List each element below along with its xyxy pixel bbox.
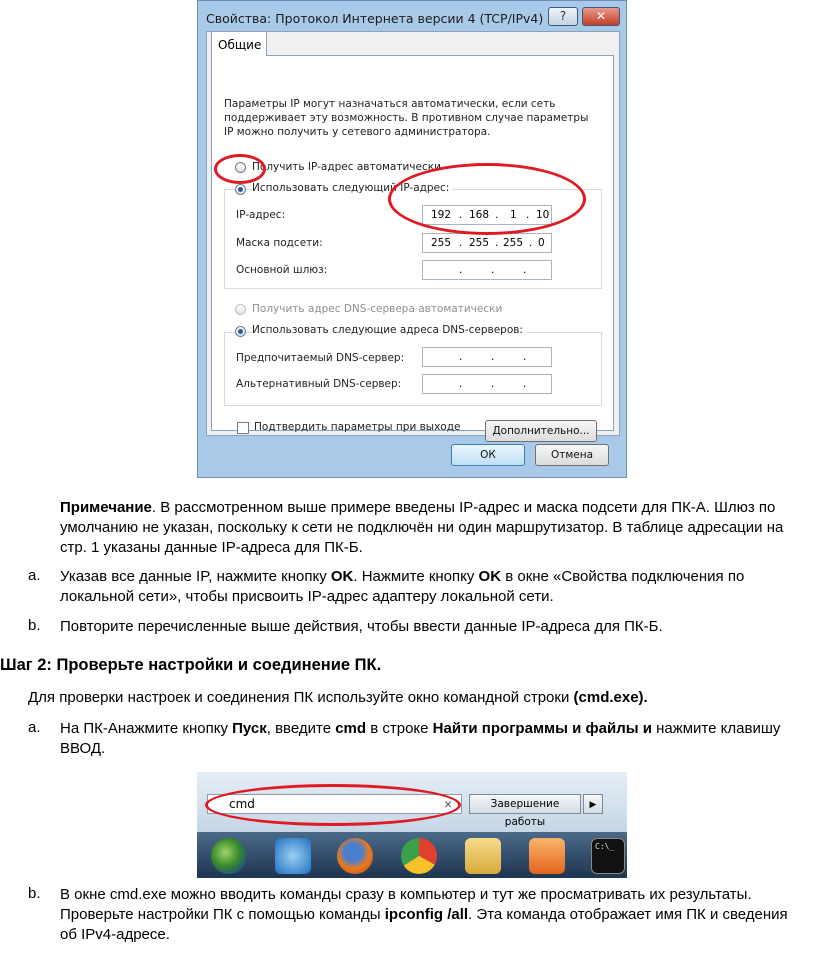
dns-preferred-field[interactable]: . . .: [422, 347, 552, 367]
dialog-panel: [206, 31, 620, 436]
note-label: Примечание: [60, 499, 152, 516]
radio-auto-dns[interactable]: [235, 304, 246, 315]
cancel-button[interactable]: Отмена: [535, 444, 609, 466]
close-icon: ✕: [595, 9, 607, 23]
step-b-marker: b.: [28, 617, 41, 634]
search-input-value: cmd: [229, 797, 255, 811]
highlight-ellipse-radio: [214, 154, 266, 184]
step2-b-text: В окне cmd.exe можно вводить команды сразу в компьютер и тут же просматривать их результаты. Проверьте настройки ПК с помощью команды ipconfig /all. Эта команда отображает имя ПК и сведения об IPv4-адресе.: [60, 886, 788, 943]
step-a-marker: a.: [28, 567, 41, 584]
radio-manual-ip-label: Использовать следующий IP-адрес:: [252, 182, 452, 194]
radio-auto-dns-label: Получить адрес DNS-сервера автоматически: [252, 303, 503, 315]
firefox-icon[interactable]: [337, 838, 373, 874]
internet-explorer-icon[interactable]: [275, 838, 311, 874]
close-button[interactable]: [582, 7, 620, 26]
note-text: . В рассмотренном выше примере введены IP-адрес и маска подсети для ПК-А. Шлюз по умолчанию не указан, поскольку к сети не подключён ни один маршрутизатор. В таблице адресации на стр. 1 указаны данные IP-адреса для ПК-Б.: [60, 499, 784, 556]
start-menu-screenshot: [197, 772, 627, 878]
shutdown-button[interactable]: Завершение работы: [469, 794, 581, 814]
radio-manual-dns-label: Использовать следующие адреса DNS-серверов:: [252, 324, 526, 336]
shutdown-options-button[interactable]: [583, 794, 603, 814]
manual-dns-group: [224, 332, 602, 406]
ip-address-field[interactable]: 192 . 168 . 1 . 10: [422, 205, 552, 225]
radio-auto-ip-label: Получить IP-адрес автоматически: [252, 161, 441, 173]
gateway-field[interactable]: . . .: [422, 260, 552, 280]
dns-preferred-label: Предпочитаемый DNS-сервер:: [236, 352, 405, 364]
media-player-icon[interactable]: [529, 838, 565, 874]
step2-b-marker: b.: [28, 885, 41, 902]
step2-intro: Для проверки настроек и соединения ПК используйте окно командной строки (cmd.exe).: [28, 689, 648, 706]
highlight-ellipse-ip: [388, 163, 586, 235]
advanced-button[interactable]: Дополнительно...: [485, 420, 597, 442]
radio-manual-dns[interactable]: [235, 326, 246, 337]
ip-label: IP-адрес:: [236, 209, 286, 221]
highlight-ellipse-search: [205, 784, 461, 826]
explorer-folder-icon[interactable]: [465, 838, 501, 874]
step2-a-text: На ПК-Анажмите кнопку Пуск, введите cmd в строке Найти программы и файлы и нажмите клавишу ВВОД.: [60, 720, 781, 757]
step2-a-marker: a.: [28, 719, 41, 736]
step-b-text: Повторите перечисленные выше действия, чтобы ввести данные IP-адреса для ПК-Б.: [60, 618, 663, 635]
ok-button[interactable]: ОК: [451, 444, 525, 466]
step-a-text: Указав все данные IP, нажмите кнопку OK. Нажмите кнопку OK в окне «Свойства подключения по локальной сети», чтобы присвоить IP-адрес адаптеру локальной сети.: [60, 568, 745, 605]
tab-general-body: [211, 55, 614, 437]
clear-icon[interactable]: ×: [444, 796, 453, 812]
dns-alternate-label: Альтернативный DNS-сервер:: [236, 378, 402, 390]
chrome-icon[interactable]: [401, 838, 437, 874]
info-text: Параметры IP могут назначаться автоматически, если сеть поддерживает эту возможность. В противном случае параметры IP можно получить у сетевого администратора.: [224, 98, 589, 138]
chevron-right-icon: ▶: [589, 799, 597, 809]
tab-general[interactable]: Общие: [211, 31, 267, 56]
radio-manual-ip[interactable]: [235, 184, 246, 195]
cmd-icon[interactable]: C:\_: [591, 838, 625, 874]
ipv4-properties-dialog: [197, 0, 627, 478]
gateway-label: Основной шлюз:: [236, 264, 328, 276]
dialog-title: Свойства: Протокол Интернета версии 4 (TCP/IPv4): [206, 11, 544, 26]
validate-checkbox[interactable]: [237, 422, 249, 434]
subnet-mask-field[interactable]: 255 . 255 . 255 . 0: [422, 233, 552, 253]
note-paragraph: [60, 498, 800, 558]
validate-label: Подтвердить параметры при выходе: [254, 421, 461, 433]
mask-label: Маска подсети:: [236, 237, 323, 249]
help-button[interactable]: ?: [548, 7, 578, 26]
step2-heading: Шаг 2: Проверьте настройки и соединение ПК.: [0, 656, 382, 674]
start-button-icon[interactable]: [211, 838, 247, 874]
dns-alternate-field[interactable]: . . .: [422, 374, 552, 394]
